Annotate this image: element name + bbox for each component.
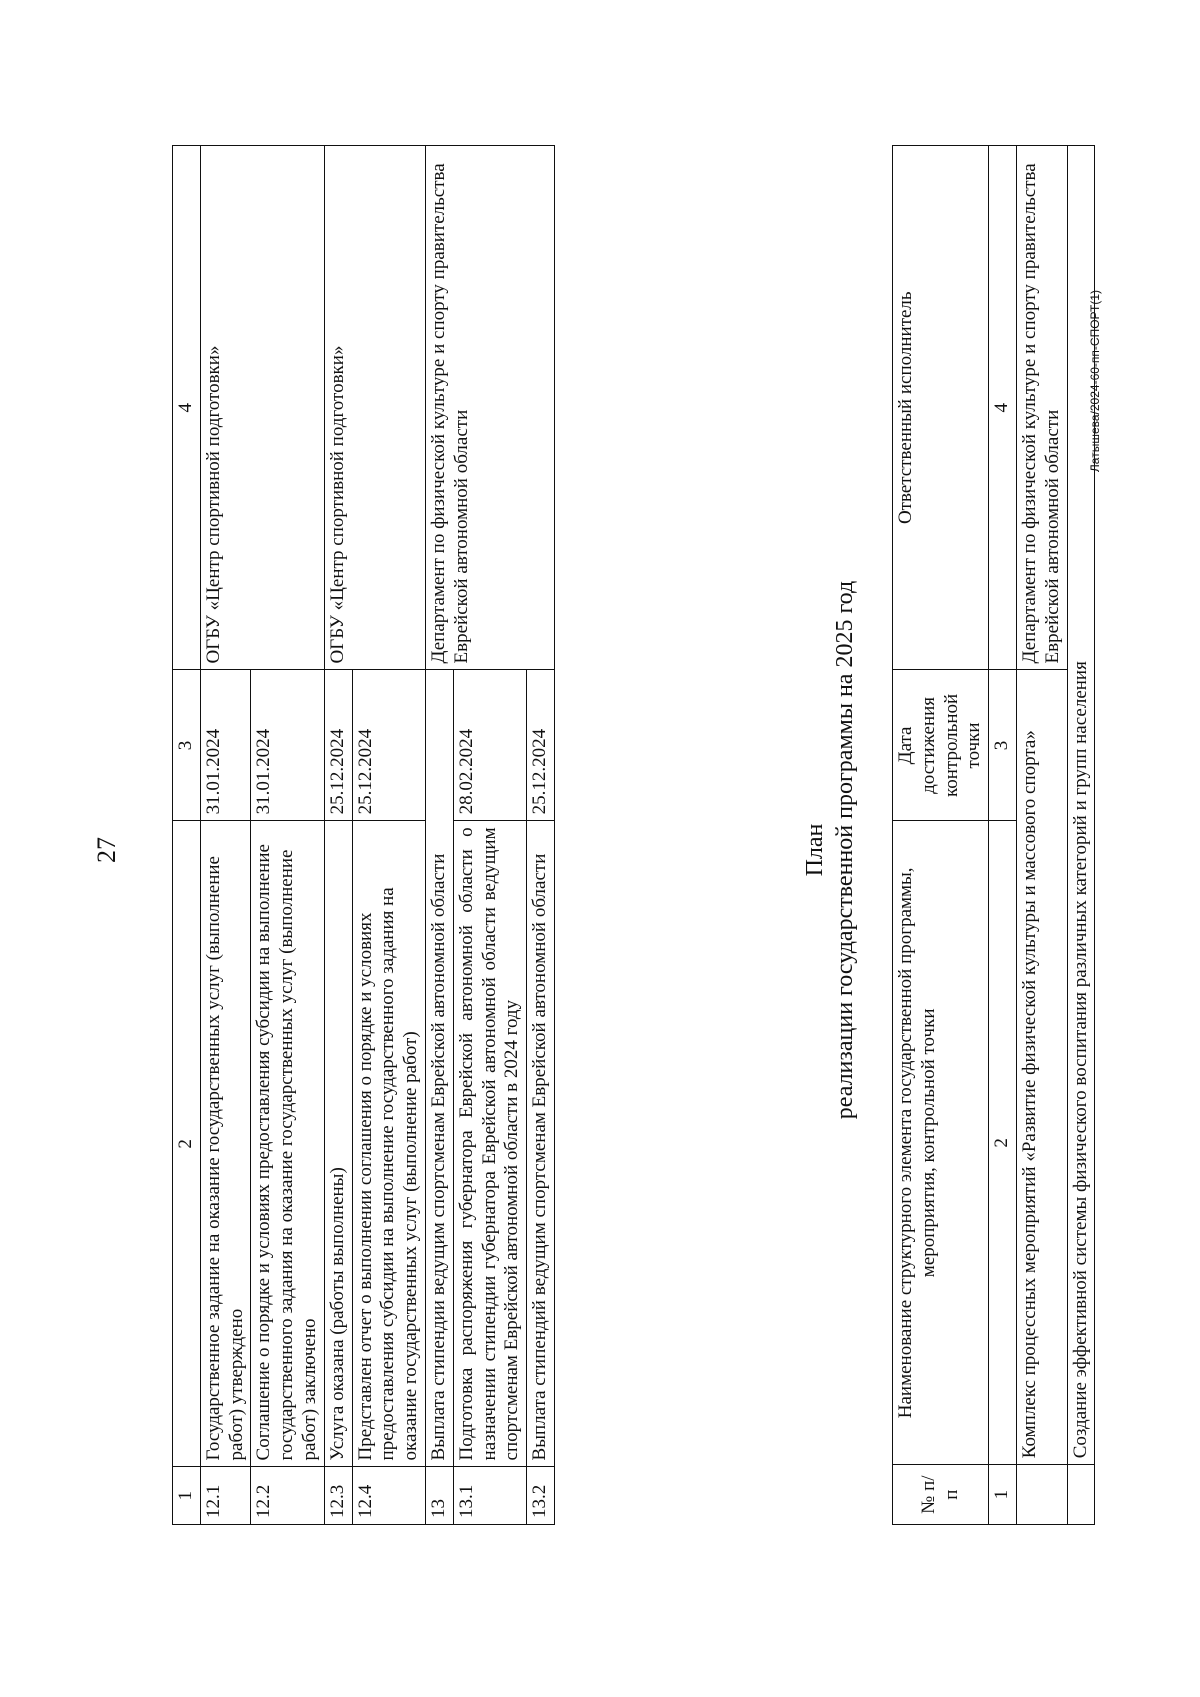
plan-table-header	[893, 146, 989, 1525]
row-number: 12.2	[251, 1467, 324, 1525]
index-col-3: 3	[989, 670, 1017, 821]
row-date: 25.12.2024	[324, 670, 352, 821]
row-number: 12.4	[352, 1467, 425, 1525]
header-date: Дата достижения контрольной точки	[893, 670, 989, 821]
table-row	[200, 146, 251, 1525]
header-name: Наименование структурного элемента государственной программы, мероприятия, контрольной точки	[893, 821, 989, 1465]
row-date: 31.01.2024	[200, 670, 251, 821]
row-text: Представлен отчет о выполнении соглашения о порядке и условиях предоставления субсидии на выполнение государственного задания на оказание государственных услуг (выполнение работ)	[352, 821, 425, 1467]
row-text: Создание эффективной системы физического воспитания различных категорий и групп населения	[1067, 146, 1095, 1465]
row-executor: ОГБУ «Центр спортивной подготовки»	[324, 146, 425, 670]
header-number: № п/п	[893, 1465, 989, 1525]
table-row	[425, 146, 453, 1525]
plan-table	[892, 145, 1095, 1525]
row-date: 25.12.2024	[527, 670, 555, 821]
header-col-2: 2	[173, 821, 201, 1467]
row-number	[1016, 1465, 1067, 1525]
row-text: Подготовка распоряжения губернатора Еврейской автономной области о назначении стипендии губернатора Еврейской автономной области ведущим спортсменам Еврейской автономной области в 2024 году	[453, 821, 526, 1467]
row-text: Выплата стипендий ведущим спортсменам Еврейской автономной области	[527, 821, 555, 1467]
plan-title-line1: План	[802, 823, 828, 877]
row-text: Комплекс процессных мероприятий «Развитие физической культуры и массового спорта»	[1016, 670, 1067, 1465]
plan-table-index-row	[989, 146, 1017, 1525]
row-date: 28.02.2024	[453, 670, 526, 821]
row-executor: ОГБУ «Центр спортивной подготовки»	[200, 146, 324, 670]
row-executor: Департамент по физической культуре и спорту правительства Еврейской автономной области	[425, 146, 554, 670]
table-row	[1016, 146, 1067, 1525]
row-text: Соглашение о порядке и условиях предоставления субсидии на выполнение государственного задания на оказание государственных услуг (выполнение работ) заключено	[251, 821, 324, 1467]
header-col-1: 1	[173, 1467, 201, 1525]
header-col-4: 4	[173, 146, 201, 670]
row-text: Государственное задание на оказание государственных услуг (выполнение работ) утверждено	[200, 821, 251, 1467]
row-number: 12.3	[324, 1467, 352, 1525]
row-number	[1067, 1465, 1095, 1525]
row-number: 13	[425, 1467, 453, 1525]
row-date: 31.01.2024	[251, 670, 324, 821]
page-number: 27	[92, 837, 121, 863]
table-header-row	[173, 146, 201, 1525]
table-continuation	[172, 145, 555, 1525]
header-col-3: 3	[173, 670, 201, 821]
row-number: 13.1	[453, 1467, 526, 1525]
row-number: 13.2	[527, 1467, 555, 1525]
index-col-2: 2	[989, 821, 1017, 1465]
row-executor: Департамент по физической культуре и спорту правительства Еврейской автономной области	[1016, 146, 1067, 670]
plan-title	[800, 90, 860, 1610]
document-footer: Латышева/2024-60-пп-СПОРТ(1)	[1088, 290, 1102, 473]
plan-title-line2: реализации государственной программы на 2025 год	[832, 580, 858, 1120]
table-row	[324, 146, 352, 1525]
rotated-page	[80, 90, 1120, 1610]
index-col-1: 1	[989, 1465, 1017, 1525]
header-executor: Ответственный исполнитель	[893, 146, 989, 670]
row-text: Услуга оказана (работы выполнены)	[324, 821, 352, 1467]
row-date: 25.12.2024	[352, 670, 425, 821]
row-text: Выплата стипендии ведущим спортсменам Еврейской автономной области	[425, 670, 453, 1467]
index-col-4: 4	[989, 146, 1017, 670]
row-number: 12.1	[200, 1467, 251, 1525]
